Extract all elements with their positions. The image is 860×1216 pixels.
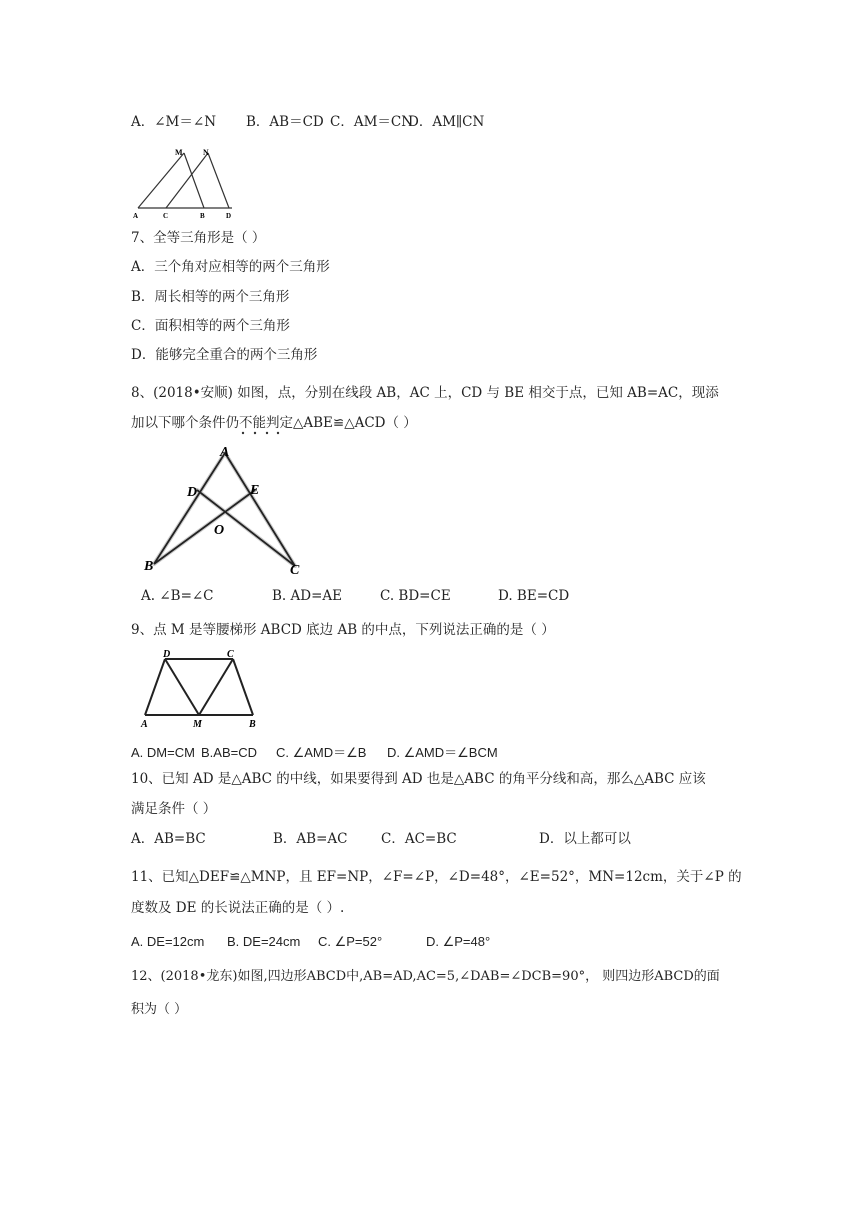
emphasis-dots: [240, 430, 280, 436]
q9-option-a: A. DM=CM: [131, 745, 195, 760]
q10-options: [131, 829, 631, 849]
q9-label-d: D: [163, 649, 171, 660]
q8-figure: [140, 440, 315, 580]
q10-option-b: B．AB=AC: [273, 831, 348, 847]
q6-figure: [128, 143, 240, 221]
q6-label-d: D: [226, 212, 232, 220]
q9-option-d: D. ∠AMD＝∠BCM: [387, 745, 498, 760]
q12-stem-line2: 积为（ ）: [131, 1002, 188, 1017]
q7-stem: 7、全等三角形是（ ）: [131, 230, 266, 246]
q10-stem-line2: 满足条件（ ）: [131, 801, 217, 817]
q11-option-d: D. ∠P=48°: [426, 934, 491, 949]
q6-label-b: B: [200, 212, 205, 220]
q8-options: [141, 586, 569, 606]
q10-stem-line1: 10、已知 AD 是△ABC 的中线，如果要得到 AD 也是△ABC 的角平分线和高，那么△ABC 应该: [131, 771, 706, 787]
q9-options: [131, 743, 498, 763]
q6-label-n: N: [203, 148, 209, 157]
q6-option-c: C．AM＝CN: [330, 114, 414, 130]
q12-stem-line1: 12、(2018•龙东)如图,四边形ABCD中,AB=AD,AC=5,∠DAB=∠DCB=90°， 则四边形ABCD的面: [131, 969, 720, 984]
q10-option-d: D．以上都可以: [539, 831, 631, 847]
q9-stem: 9、点 M 是等腰梯形 ABCD 底边 AB 的中点，下列说法正确的是（ ）: [131, 622, 555, 638]
q7-option-a: A．三个角对应相等的两个三角形: [131, 259, 330, 275]
q11-option-a: A. DE=12cm: [131, 934, 205, 949]
q9-option-b: B.AB=CD: [201, 745, 257, 760]
q6-label-m: M: [175, 148, 183, 157]
q6-label-c: C: [163, 212, 169, 220]
q8-label-e: E: [250, 483, 260, 498]
q11-stem-line2: 度数及 DE 的长说法正确的是（ ）.: [131, 900, 345, 916]
q11-options: [131, 932, 490, 952]
q6-label-a: A: [133, 212, 139, 220]
q11-option-c: C. ∠P=52°: [318, 934, 383, 949]
q6-option-b: B．AB＝CD: [246, 114, 324, 130]
q8-label-c: C: [290, 563, 300, 578]
q9-figure: [135, 645, 270, 735]
q11-stem-line1: 11、已知△DEF≌△MNP，且 EF=NP，∠F=∠P，∠D=48°，∠E=52°，MN=12cm，关于∠P 的: [131, 869, 742, 885]
q9-option-c: C. ∠AMD＝∠B: [276, 745, 367, 760]
q9-label-a: A: [141, 719, 148, 730]
q9-label-m: M: [193, 719, 202, 730]
q6-option-a: A．∠M＝∠N: [131, 114, 217, 130]
q8-label-d: D: [187, 485, 198, 500]
q8-option-b: B. AD=AE: [272, 588, 342, 604]
q8-label-b: B: [144, 559, 154, 574]
q6-option-d: D．AM∥CN: [408, 114, 485, 130]
q7-option-b: B．周长相等的两个三角形: [131, 289, 290, 305]
q9-label-c: C: [227, 649, 234, 660]
q11-option-b: B. DE=24cm: [227, 934, 301, 949]
q9-label-b: B: [249, 719, 256, 730]
q8-stem-line2: 加以下哪个条件仍不能判定△ABE≌△ACD（ ）: [131, 415, 417, 431]
q8-label-a: A: [220, 445, 230, 460]
q10-option-a: A．AB=BC: [131, 831, 206, 847]
q10-option-c: C．AC=BC: [381, 831, 457, 847]
q6-options: [131, 112, 484, 132]
q8-option-d: D. BE=CD: [498, 588, 570, 604]
q7-option-d: D．能够完全重合的两个三角形: [131, 347, 318, 363]
q8-option-c: C. BD=CE: [380, 588, 451, 604]
q8-stem-line1: 8、(2018•安顺) 如图，点，分别在线段 AB，AC 上，CD 与 BE 相交于点，已知 AB=AC，现添: [131, 385, 719, 401]
q7-option-c: C．面积相等的两个三角形: [131, 318, 290, 334]
q8-option-a: A. ∠B=∠C: [141, 588, 214, 604]
q8-label-o: O: [214, 523, 225, 538]
